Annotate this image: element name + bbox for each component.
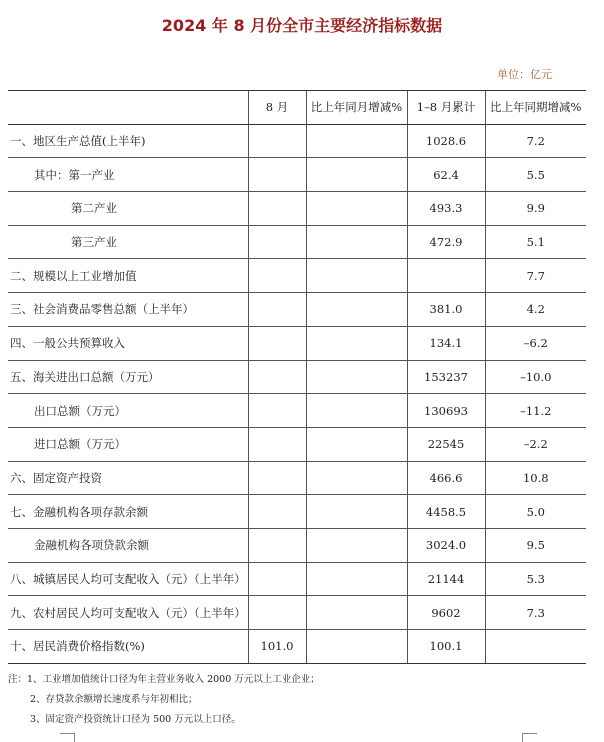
cumulative-cell: 134.1 [407, 326, 485, 360]
cumulative-cell: 22545 [407, 427, 485, 461]
unit-label: 单位：亿元 [497, 68, 552, 81]
cumulative-change-cell: –2.2 [485, 427, 586, 461]
header-month-change: 比上年同月增减% [306, 91, 407, 125]
month-change-cell [306, 596, 407, 630]
indicator-cell: 第二产业 [8, 192, 248, 226]
indicator-cell: 其中：第一产业 [8, 158, 248, 192]
cumulative-change-cell: –6.2 [485, 326, 586, 360]
table-row [8, 225, 586, 259]
indicator-cell: 二、规模以上工业增加值 [8, 259, 248, 293]
table-row [8, 461, 586, 495]
month-change-cell [306, 630, 407, 664]
table-row [8, 326, 586, 360]
page-title: 2024 年 8 月份全市主要经济指标数据 [161, 16, 443, 35]
month-cell [248, 259, 306, 293]
cumulative-change-cell [485, 630, 586, 664]
month-cell [248, 427, 306, 461]
indicator-cell: 出口总额（万元） [8, 394, 248, 428]
month-change-cell [306, 326, 407, 360]
cumulative-cell: 21144 [407, 562, 485, 596]
table-row [8, 495, 586, 529]
indicator-cell: 七、金融机构各项存款余额 [8, 495, 248, 529]
month-cell: 101.0 [248, 630, 306, 664]
table-row [8, 360, 586, 394]
table-row [8, 562, 586, 596]
table-row [8, 192, 586, 226]
cumulative-cell: 3024.0 [407, 528, 485, 562]
month-cell [248, 495, 306, 529]
month-cell [248, 461, 306, 495]
month-change-cell [306, 394, 407, 428]
indicator-cell: 金融机构各项贷款余额 [8, 528, 248, 562]
cumulative-change-cell: 5.1 [485, 225, 586, 259]
table-row [8, 394, 586, 428]
month-change-cell [306, 225, 407, 259]
cumulative-change-cell: –11.2 [485, 394, 586, 428]
cumulative-change-cell: –10.0 [485, 360, 586, 394]
cumulative-change-cell: 10.8 [485, 461, 586, 495]
cumulative-cell: 466.6 [407, 461, 485, 495]
cumulative-change-cell: 9.5 [485, 528, 586, 562]
footnote-1: 注：1、工业增加值统计口径为年主营业务收入 2000 万元以上工业企业； [8, 674, 320, 685]
indicator-cell: 六、固定资产投资 [8, 461, 248, 495]
cumulative-cell: 1028.6 [407, 124, 485, 158]
month-cell [248, 562, 306, 596]
cumulative-change-cell: 5.0 [485, 495, 586, 529]
header-indicator [8, 91, 248, 125]
month-cell [248, 192, 306, 226]
month-change-cell [306, 461, 407, 495]
indicator-cell: 三、社会消费品零售总额（上半年） [8, 293, 248, 327]
table-row [8, 630, 586, 664]
month-change-cell [306, 562, 407, 596]
month-change-cell [306, 124, 407, 158]
indicator-table [8, 90, 586, 664]
month-cell [248, 360, 306, 394]
cumulative-cell: 381.0 [407, 293, 485, 327]
cumulative-cell: 9602 [407, 596, 485, 630]
cumulative-change-cell: 5.5 [485, 158, 586, 192]
table-row [8, 158, 586, 192]
table-row [8, 596, 586, 630]
cumulative-change-cell: 7.3 [485, 596, 586, 630]
indicator-cell: 五、海关进出口总额（万元） [8, 360, 248, 394]
month-cell [248, 158, 306, 192]
table-row [8, 427, 586, 461]
cumulative-change-cell: 9.9 [485, 192, 586, 226]
table-row [8, 528, 586, 562]
month-change-cell [306, 360, 407, 394]
month-cell [248, 326, 306, 360]
page-corner-mark-right [522, 733, 537, 742]
month-cell [248, 124, 306, 158]
cumulative-change-cell: 4.2 [485, 293, 586, 327]
month-change-cell [306, 259, 407, 293]
indicator-cell: 十、居民消费价格指数(%) [8, 630, 248, 664]
header-month: 8 月 [248, 91, 306, 125]
month-change-cell [306, 427, 407, 461]
month-cell [248, 293, 306, 327]
indicator-cell: 八、城镇居民人均可支配收入（元）（上半年） [8, 562, 248, 596]
footnote-3: 3、固定资产投资统计口径为 500 万元以上口径。 [30, 714, 241, 725]
month-change-cell [306, 495, 407, 529]
month-cell [248, 528, 306, 562]
month-cell [248, 394, 306, 428]
cumulative-cell: 493.3 [407, 192, 485, 226]
month-change-cell [306, 192, 407, 226]
cumulative-cell: 153237 [407, 360, 485, 394]
cumulative-cell [407, 259, 485, 293]
month-cell [248, 225, 306, 259]
indicator-cell: 进口总额（万元） [8, 427, 248, 461]
page-corner-mark-left [60, 733, 75, 742]
cumulative-cell: 130693 [407, 394, 485, 428]
indicator-cell: 四、一般公共预算收入 [8, 326, 248, 360]
month-cell [248, 596, 306, 630]
indicator-cell: 第三产业 [8, 225, 248, 259]
month-change-cell [306, 158, 407, 192]
month-change-cell [306, 293, 407, 327]
table-row [8, 124, 586, 158]
month-change-cell [306, 528, 407, 562]
cumulative-change-cell: 7.7 [485, 259, 586, 293]
indicator-cell: 九、农村居民人均可支配收入（元）（上半年） [8, 596, 248, 630]
cumulative-change-cell: 5.3 [485, 562, 586, 596]
footnotes [8, 670, 320, 730]
cumulative-cell: 62.4 [407, 158, 485, 192]
header-cumulative-change: 比上年同期增减% [485, 91, 586, 125]
cumulative-cell: 472.9 [407, 225, 485, 259]
cumulative-change-cell: 7.2 [485, 124, 586, 158]
table-row [8, 259, 586, 293]
table-header-row [8, 91, 586, 125]
table-row [8, 293, 586, 327]
cumulative-cell: 100.1 [407, 630, 485, 664]
header-cumulative: 1–8 月累计 [407, 91, 485, 125]
indicator-cell: 一、地区生产总值(上半年) [8, 124, 248, 158]
footnote-2: 2、存贷款余额增长速度系与年初相比； [30, 694, 198, 705]
cumulative-cell: 4458.5 [407, 495, 485, 529]
